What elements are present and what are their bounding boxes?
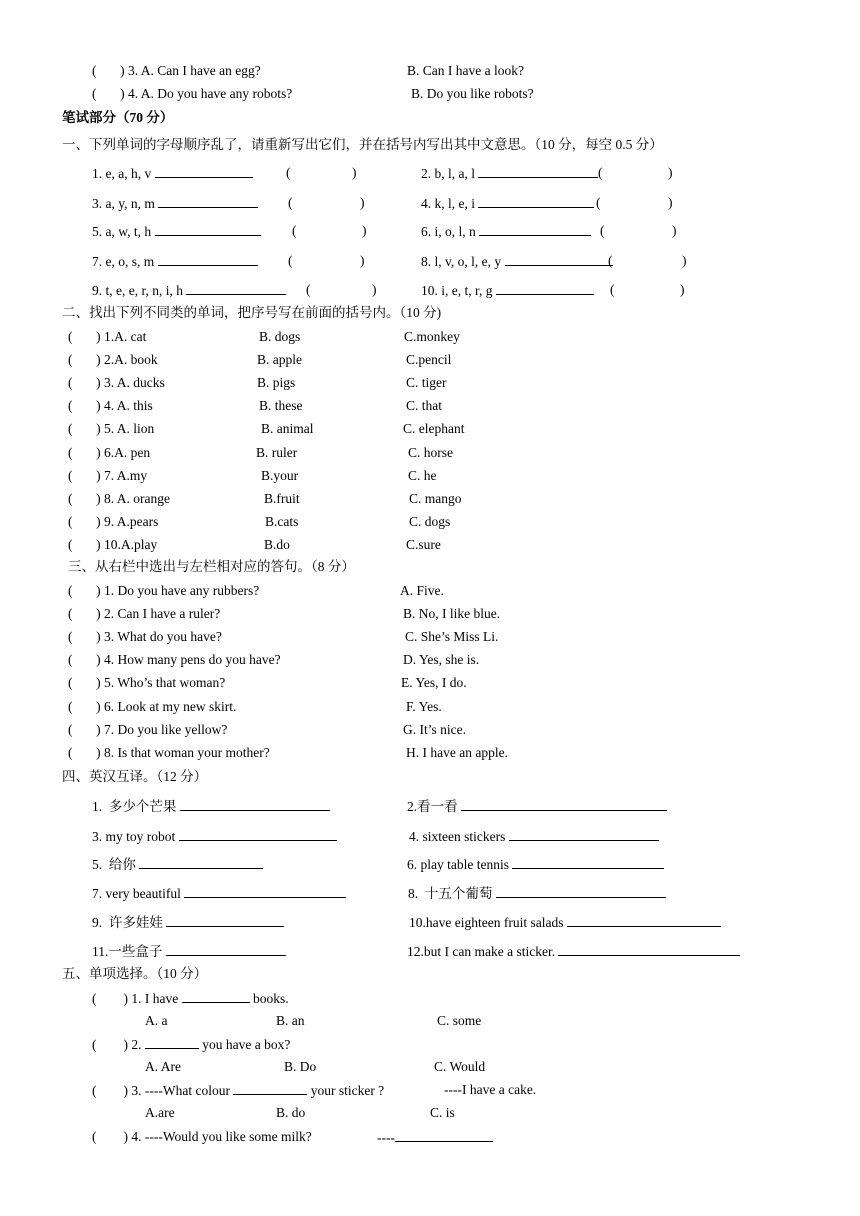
s2-row-c: C. he [408,467,437,483]
word-answer-blank[interactable] [158,194,258,208]
s3-answer: C. She’s Miss Li. [405,629,499,645]
word-item [92,194,258,213]
s5-title: 五、单项选择。（10 分） [62,966,208,981]
s5-q1-b: B. an [276,1013,305,1028]
translate-prompt: 2.看一看 [407,799,458,814]
translate-answer-blank[interactable] [139,855,263,869]
scrambled-letters: 10. i, e, t, r, g [421,283,493,298]
scrambled-letters: 6. i, o, l, n [421,224,476,239]
paren-open: ( [600,223,605,238]
word-item [421,222,591,241]
s3-question: ( ) 3. What do you have? [68,629,222,645]
s5-q4: ( ) 4. ----Would you like some milk? [92,1129,312,1144]
s3-question: ( ) 5. Who’s that woman? [68,675,226,691]
s3-answer: A. Five. [400,583,444,598]
translate-answer-blank[interactable] [166,913,284,927]
s2-row-c: C. elephant [403,421,465,437]
s5-q1-a: A. a [145,1013,168,1028]
s2-row-c: C. that [406,398,442,414]
paren-open: ( [306,282,311,297]
translate-item [409,913,721,932]
s5-q2-b: B. Do [284,1059,317,1074]
word-answer-blank[interactable] [155,164,253,178]
scrambled-letters: 2. b, l, a, l [421,166,475,181]
translate-item [409,827,659,846]
s2-row-b: B.cats [265,513,299,529]
s2-row-c: C. dogs [409,513,451,529]
s2-row-a: ( ) 1.A. cat [68,329,147,344]
paren-open: ( [610,282,615,297]
s2-row-b: B. pigs [257,375,296,391]
translate-prompt: 6. play table tennis [407,857,509,872]
listening-q4-a: ( ) 4. A. Do you have any robots? [92,86,293,101]
translate-answer-blank[interactable] [179,827,337,841]
s3-question: ( ) 8. Is that woman your mother? [68,744,270,760]
translate-answer-blank[interactable] [461,797,667,811]
s2-row-a: ( ) 7. A.my [68,467,148,483]
translate-prompt: 7. very beautiful [92,886,181,901]
paren-close: ) [680,282,685,297]
word-answer-blank[interactable] [186,281,286,295]
word-item [421,164,598,183]
s2-row-a: ( ) 9. A.pears [68,513,159,529]
translate-answer-blank[interactable] [558,942,740,956]
s3-title: 三、从右栏中选出与左栏相对应的答句。（8 分） [68,559,355,574]
word-item [92,281,286,300]
s3-answer: D. Yes, she is. [403,652,480,668]
s2-row-a: ( ) 6.A. pen [68,444,151,460]
translate-prompt: 10.have eighteen fruit salads [409,915,564,930]
s2-row-a: ( ) 10.A.play [68,536,158,552]
s2-row-b: B.your [261,467,299,483]
translate-answer-blank[interactable] [509,827,659,841]
translate-item [407,942,740,961]
paren-close: ) [668,195,673,210]
word-item [92,222,261,241]
translate-prompt: 12.but I can make a sticker. [407,944,556,959]
paren-close: ) [668,165,673,180]
s2-title: 二、找出下列不同类的单词，把序号写在前面的括号内。（10 分) [62,305,442,320]
scrambled-letters: 9. t, e, e, r, n, i, h [92,283,183,298]
answer-blank[interactable] [182,989,250,1003]
paren-open: ( [608,253,613,268]
s2-row-c: C. tiger [406,375,447,391]
word-answer-blank[interactable] [478,194,594,208]
s2-row-b: B. animal [261,421,314,437]
s3-question: ( ) 7. Do you like yellow? [68,721,228,737]
translate-item [407,855,664,874]
translate-item [92,942,286,961]
word-answer-blank[interactable] [505,252,613,266]
word-item [421,194,594,213]
paren-open: ( [292,223,297,238]
s3-answer: H. I have an apple. [406,744,508,760]
word-item [421,281,594,300]
translate-prompt: 5. 给你 [92,857,136,872]
s2-row-a: ( ) 2.A. book [68,352,158,368]
s2-row-b: B. ruler [256,444,298,460]
translate-item [407,797,667,816]
translate-item [408,884,666,903]
s3-question: ( ) 2. Can I have a ruler? [68,606,221,622]
translate-prompt: 1. 多少个芒果 [92,799,177,814]
scrambled-letters: 8. l, v, o, l, e, y [421,254,502,269]
s2-row-b: B. dogs [259,329,301,344]
translate-item [92,797,330,816]
paren-close: ) [682,253,687,268]
s3-question: ( ) 6. Look at my new skirt. [68,698,237,714]
translate-item [92,855,263,874]
translate-prompt: 8. 十五个葡萄 [408,886,493,901]
translate-prompt: 4. sixteen stickers [409,829,506,844]
scrambled-letters: 4. k, l, e, i [421,196,475,211]
word-answer-blank[interactable] [496,281,594,295]
s2-row-c: C.sure [406,536,441,552]
paren-close: ) [672,223,677,238]
translate-answer-blank[interactable] [166,942,286,956]
s5-q3-a: A.are [145,1105,175,1120]
listening-q3-b: B. Can I have a look? [407,63,524,78]
scrambled-letters: 3. a, y, n, m [92,196,155,211]
s3-answer: B. No, I like blue. [403,606,501,622]
s5-q2-a: A. Are [145,1059,181,1074]
s2-row-b: B. these [259,398,303,414]
paren-open: ( [596,195,601,210]
s2-row-c: C. mango [409,490,462,506]
s2-row-a: ( ) 4. A. this [68,398,153,414]
s5-q3-c: C. is [430,1105,455,1120]
s3-answer: F. Yes. [406,698,442,714]
s3-answer: E. Yes, I do. [401,675,467,691]
scrambled-letters: 7. e, o, s, m [92,254,155,269]
word-item [92,252,258,271]
word-answer-blank[interactable] [479,222,591,236]
s2-row-a: ( ) 5. A. lion [68,421,155,437]
s3-question: ( ) 4. How many pens do you have? [68,652,281,668]
word-answer-blank[interactable] [155,222,261,236]
s5-q2-c: C. Would [434,1059,486,1074]
s3-answer: G. It’s nice. [403,721,466,737]
translate-answer-blank[interactable] [496,884,666,898]
answer-blank[interactable] [233,1081,307,1095]
answer-blank[interactable] [145,1035,199,1049]
s5-q2: ( ) 2. you have a box? [92,1037,291,1052]
written-section-title: 笔试部分（70 分） [62,110,174,125]
s1-title: 一、下列单词的字母顺序乱了，请重新写出它们，并在括号内写出其中文意思。（10 分，每空 0.5 分） [62,137,663,152]
paren-open: ( [288,195,293,210]
s2-row-b: B.do [264,536,290,552]
paren-open: ( [288,253,293,268]
scrambled-letters: 5. a, w, t, h [92,224,152,239]
s2-row-c: C. horse [408,444,453,460]
translate-answer-blank[interactable] [512,855,664,869]
translate-prompt: 3. my toy robot [92,829,176,844]
word-item [92,164,253,183]
translate-answer-blank[interactable] [184,884,346,898]
answer-blank[interactable] [395,1128,493,1142]
s5-q3-tail: ----I have a cake. [444,1082,537,1097]
translate-prompt: 11.一些盒子 [92,944,163,959]
s4-title: 四、英汉互译。（12 分） [62,769,208,784]
s2-row-a: ( ) 8. A. orange [68,490,170,506]
scrambled-letters: 1. e, a, h, v [92,166,152,181]
paren-close: ) [360,195,365,210]
paren-open: ( [598,165,603,180]
s5-q3-b: B. do [276,1105,306,1120]
translate-answer-blank[interactable] [180,797,330,811]
translate-item [92,827,337,846]
paren-close: ) [360,253,365,268]
word-answer-blank[interactable] [158,252,258,266]
translate-item [92,884,346,903]
s5-q1: ( ) 1. I have books. [92,991,289,1006]
s2-row-c: C.monkey [404,329,460,344]
word-item [421,252,613,271]
paren-close: ) [362,223,367,238]
s2-row-a: ( ) 3. A. ducks [68,375,165,391]
listening-q3-a: ( ) 3. A. Can I have an egg? [92,63,261,78]
translate-prompt: 9. 许多娃娃 [92,915,163,930]
paren-close: ) [372,282,377,297]
paren-close: ) [352,165,357,180]
translate-item [92,913,284,932]
listening-q4-b: B. Do you like robots? [411,86,534,101]
s2-row-b: B. apple [257,352,302,368]
s2-row-b: B.fruit [264,490,300,506]
s2-row-c: C.pencil [406,352,452,368]
paren-open: ( [286,165,291,180]
s5-q3: ( ) 3. ----What colour your sticker ? [92,1083,385,1098]
s5-q4-tail: ---- [377,1128,493,1147]
s3-question: ( ) 1. Do you have any rubbers? [68,583,260,598]
translate-answer-blank[interactable] [567,913,721,927]
word-answer-blank[interactable] [478,164,598,178]
s5-q1-c: C. some [437,1013,482,1028]
